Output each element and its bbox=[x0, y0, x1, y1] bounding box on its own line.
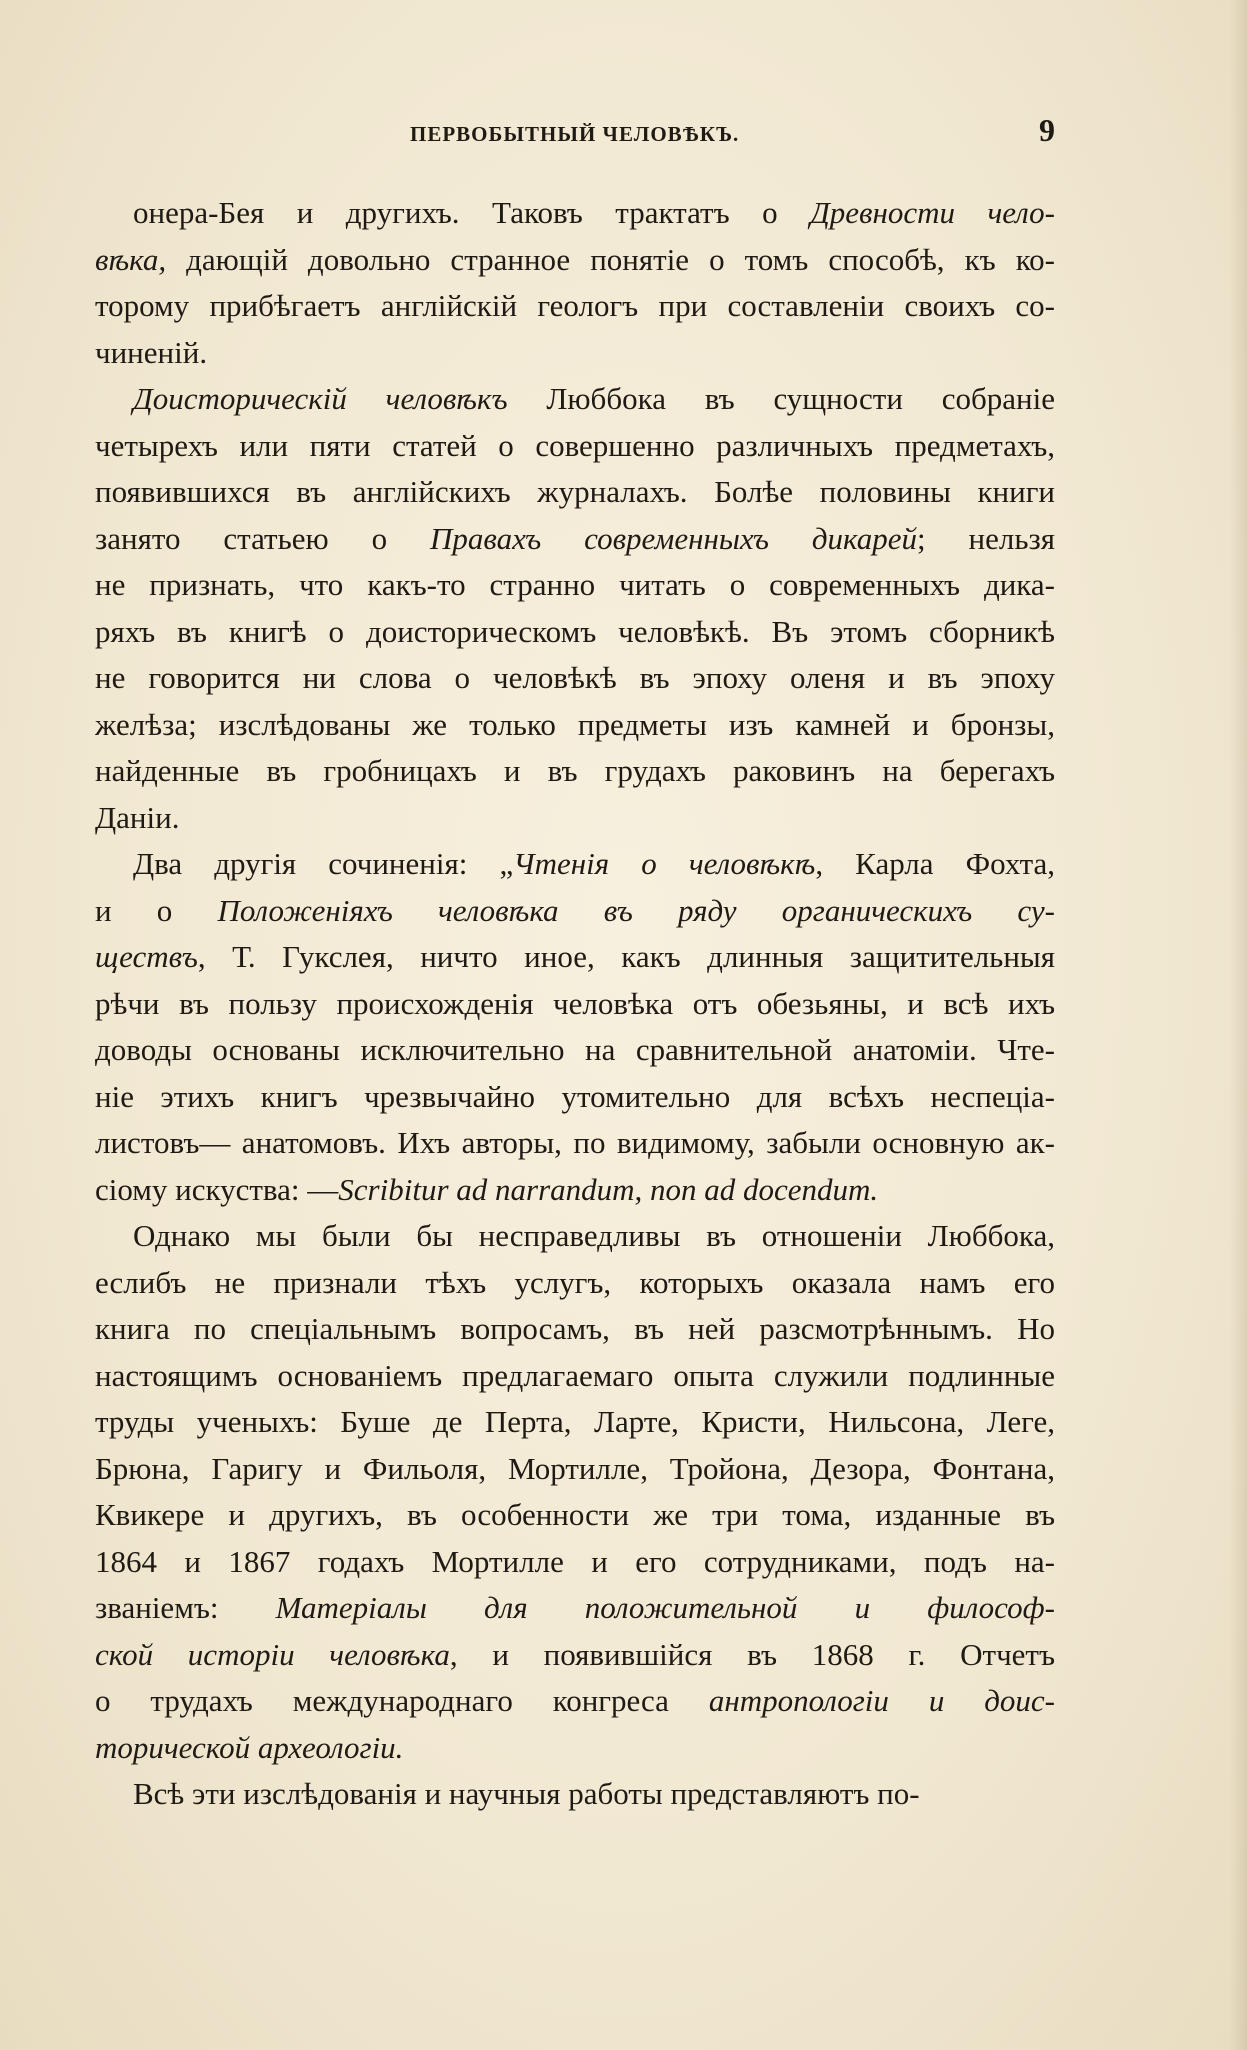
body-text bbox=[95, 190, 1055, 1818]
text-segment: 1864 и 1867 годахъ Мортилле и его сотрудниками, подъ на- bbox=[95, 1543, 1055, 1579]
text-line bbox=[95, 1213, 1055, 1260]
text-line bbox=[95, 609, 1055, 656]
text-line bbox=[95, 330, 1055, 377]
italic-segment: ской исторіи человѣка bbox=[95, 1636, 450, 1672]
text-line bbox=[95, 283, 1055, 330]
text-line bbox=[95, 1446, 1055, 1493]
italic-segment: ществъ bbox=[95, 939, 198, 974]
italic-segment: Положеніяхъ человѣка въ ряду органическихъ су- bbox=[217, 892, 1055, 928]
text-segment: Брюна, Гаригу и Фильоля, Мортилле, Тройона, Дезора, Фонтана, bbox=[95, 1450, 1055, 1486]
text-segment: желѣза; изслѣдованы же только предметы изъ камней и бронзы, bbox=[95, 706, 1055, 742]
text-segment: торому прибѣгаетъ англійскій геологъ при составленіи своихъ со- bbox=[95, 288, 1055, 323]
text-line bbox=[95, 1027, 1055, 1074]
text-segment: , Карла Фохта, bbox=[815, 846, 1056, 881]
text-line bbox=[95, 516, 1055, 563]
text-line bbox=[95, 1260, 1055, 1307]
paragraph bbox=[95, 1771, 1055, 1818]
italic-segment: Древности чело- bbox=[810, 195, 1055, 230]
italic-segment: вѣка, bbox=[95, 241, 167, 277]
text-segment: Однако мы были бы несправедливы въ отношеніи Люббока, bbox=[133, 1218, 1055, 1253]
italic-segment: Чтенія о человѣкѣ bbox=[513, 846, 816, 881]
text-segment: сіому искуства: — bbox=[95, 1171, 339, 1207]
text-segment: листовъ— анатомовъ. Ихъ авторы, по видимому, забыли основную ак- bbox=[95, 1125, 1055, 1160]
running-title: ПЕРВОБЫТНЫЙ ЧЕЛОВѢКЪ. bbox=[410, 122, 740, 146]
paragraph bbox=[95, 190, 1055, 376]
text-segment: и о bbox=[95, 892, 218, 928]
text-segment: званіемъ: bbox=[95, 1590, 276, 1625]
text-line bbox=[95, 1167, 1055, 1214]
text-segment: появившихся въ англійскихъ журналахъ. Болѣе половины книги bbox=[95, 474, 1055, 509]
text-segment: ряхъ въ книгѣ о доисторическомъ человѣкѣ. Въ этомъ сборникѣ bbox=[95, 613, 1055, 649]
text-line bbox=[95, 702, 1055, 749]
text-line bbox=[95, 1353, 1055, 1400]
text-segment: Квикере и другихъ, въ особенности же три тома, изданные въ bbox=[95, 1497, 1055, 1532]
text-line bbox=[95, 1539, 1055, 1586]
text-line bbox=[95, 934, 1055, 981]
text-line bbox=[95, 1632, 1055, 1679]
text-line bbox=[95, 888, 1055, 935]
paragraph bbox=[95, 376, 1055, 841]
italic-segment: антропологіи и доис- bbox=[708, 1683, 1055, 1718]
text-segment: доводы основаны исключительно на сравнительной анатоміи. Чте- bbox=[95, 1032, 1055, 1067]
text-segment: Всѣ эти изслѣдованія и научныя работы представляютъ по- bbox=[133, 1776, 920, 1811]
text-line bbox=[95, 469, 1055, 516]
text-segment: не признать, что какъ-то странно читать о современныхъ дика- bbox=[95, 567, 1055, 602]
text-segment: четырехъ или пяти статей о совершенно различныхъ предметахъ, bbox=[95, 427, 1055, 463]
text-line bbox=[95, 423, 1055, 470]
text-segment: дающій довольно странное понятіе о томъ способѣ, къ ко- bbox=[166, 241, 1055, 277]
text-segment: Два другія сочиненія: „ bbox=[133, 846, 514, 881]
text-segment: Даніи. bbox=[95, 799, 180, 835]
text-line bbox=[95, 655, 1055, 702]
text-segment: ; нельзя bbox=[917, 520, 1055, 556]
text-segment: о трудахъ международнаго конгреса bbox=[95, 1683, 709, 1718]
italic-segment: Правахъ современныхъ дикарей bbox=[429, 520, 917, 556]
text-segment: книга по спеціальнымъ вопросамъ, въ ней разсмотрѣннымъ. Но bbox=[95, 1311, 1055, 1346]
text-line bbox=[95, 981, 1055, 1028]
text-line bbox=[95, 562, 1055, 609]
text-line bbox=[95, 748, 1055, 795]
text-segment: еслибъ не признали тѣхъ услугъ, которыхъ оказала намъ его bbox=[95, 1264, 1055, 1300]
text-line bbox=[95, 841, 1055, 888]
italic-segment: Матеріалы для положительной и философ- bbox=[275, 1590, 1055, 1625]
text-segment: онера-Бея и другихъ. Таковъ трактатъ о bbox=[133, 195, 811, 230]
text-segment: , Т. Гукслея, ничто иное, какъ длинныя защитительныя bbox=[197, 939, 1055, 974]
page-number: 9 bbox=[1039, 112, 1055, 148]
italic-segment: Доисторическій человѣкъ bbox=[133, 381, 508, 416]
text-segment: Люббока въ сущности собраніе bbox=[507, 381, 1055, 416]
page-edge-shadow bbox=[1229, 0, 1247, 2050]
text-line bbox=[95, 1120, 1055, 1167]
text-segment: , и появившійся въ 1868 г. Отчетъ bbox=[449, 1636, 1056, 1672]
text-segment: не говорится ни слова о человѣкѣ въ эпоху оленя и въ эпоху bbox=[95, 660, 1055, 695]
text-line bbox=[95, 190, 1055, 237]
text-line bbox=[95, 1725, 1055, 1772]
text-line bbox=[95, 1492, 1055, 1539]
italic-segment: Scribitur ad narrandum, non ad docendum. bbox=[338, 1171, 879, 1207]
text-segment: рѣчи въ пользу происхожденія человѣка отъ обезьяны, и всѣ ихъ bbox=[95, 985, 1055, 1021]
text-line bbox=[95, 1771, 1055, 1818]
italic-segment: торической археологіи. bbox=[95, 1729, 404, 1765]
text-segment: чиненій. bbox=[95, 334, 208, 370]
text-line bbox=[95, 237, 1055, 284]
page-header bbox=[95, 112, 1055, 156]
text-segment: ніе этихъ книгъ чрезвычайно утомительно для всѣхъ неспеціа- bbox=[95, 1078, 1055, 1114]
text-segment: настоящимъ основаніемъ предлагаемаго опыта служили подлинные bbox=[95, 1357, 1055, 1393]
text-segment: труды ученыхъ: Буше де Перта, Ларте, Кристи, Нильсона, Леге, bbox=[95, 1404, 1055, 1439]
text-line bbox=[95, 1074, 1055, 1121]
text-segment: занято статьею о bbox=[95, 520, 430, 556]
paragraph bbox=[95, 841, 1055, 1213]
text-line bbox=[95, 1306, 1055, 1353]
text-line bbox=[95, 1585, 1055, 1632]
text-line bbox=[95, 795, 1055, 842]
text-line bbox=[95, 1399, 1055, 1446]
text-line bbox=[95, 376, 1055, 423]
text-segment: найденные въ гробницахъ и въ грудахъ раковинъ на берегахъ bbox=[95, 753, 1055, 788]
paragraph bbox=[95, 1213, 1055, 1771]
text-line bbox=[95, 1678, 1055, 1725]
